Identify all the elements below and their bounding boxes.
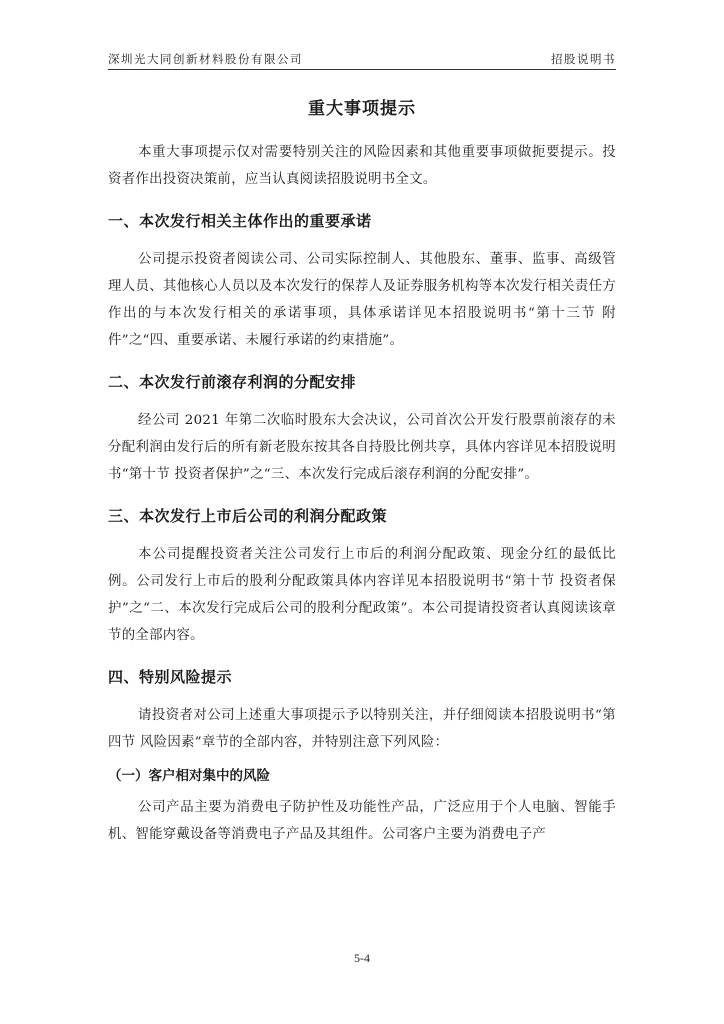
subsection-body-customer-concentration: 公司产品主要为消费电子防护性及功能性产品，广泛应用于个人电脑、智能手机、智能穿戴设备等消费电子产品及其组件。公司客户主要为消费电子产 — [108, 800, 616, 842]
intro-paragraph: 本重大事项提示仅对需要特别关注的风险因素和其他重要事项做扼要提示。投资者作出投资决策前，应当认真阅读招股说明书全文。 — [108, 145, 616, 187]
section-body-commitments: 公司提示投资者阅读公司、公司实际控制人、其他股东、董事、监事、高级管理人员、其他核心人员以及本次发行的保荐人及证券服务机构等本次发行相关责任方作出的与本次发行相关的承诺事项，具体承诺详见本招股说明书“第十三节 附件”之“四、重要承诺、未履行承诺的约束措施”。 — [108, 252, 616, 348]
section-body-risk-notice: 请投资者对公司上述重大事项提示予以特别关注，并仔细阅读本招股说明书“第四节 风险因素”章节的全部内容，并特别注意下列风险： — [108, 708, 616, 750]
section-body-retained-profit: 经公司 2021 年第二次临时股东大会决议，公司首次公开发行股票前滚存的未分配利润由发行后的所有新老股东按其各自持股比例共享，具体内容详见本招股说明书“第十节 投资者保护”之“三、本次发行完成后滚存利润的分配安排”。 — [108, 413, 616, 482]
header-document-type: 招股说明书 — [551, 52, 616, 66]
section-heading-risk-notice: 四、特别风险提示 — [108, 668, 233, 686]
section-heading-commitments: 一、本次发行相关主体作出的重要承诺 — [108, 212, 372, 230]
header-company-name: 深圳光大同创新材料股份有限公司 — [108, 52, 303, 66]
page-title: 重大事项提示 — [308, 99, 416, 119]
section-heading-dividend-policy: 三、本次发行上市后公司的利润分配政策 — [108, 507, 388, 525]
section-heading-retained-profit: 二、本次发行前滚存利润的分配安排 — [108, 373, 357, 391]
subsection-heading-customer-concentration: （一）客户相对集中的风险 — [108, 768, 270, 784]
page-body — [108, 88, 616, 848]
page-header — [108, 49, 616, 70]
section-body-dividend-policy: 本公司提醒投资者关注公司发行上市后的利润分配政策、现金分红的最低比例。公司发行上市后的股利分配政策具体内容详见本招股说明书“第十节 投资者保护”之“二、本次发行完成后公司的股利分配政策”。本公司提请投资者认真阅读该章节的全部内容。 — [108, 547, 616, 643]
page-number: 5-4 — [354, 951, 370, 965]
